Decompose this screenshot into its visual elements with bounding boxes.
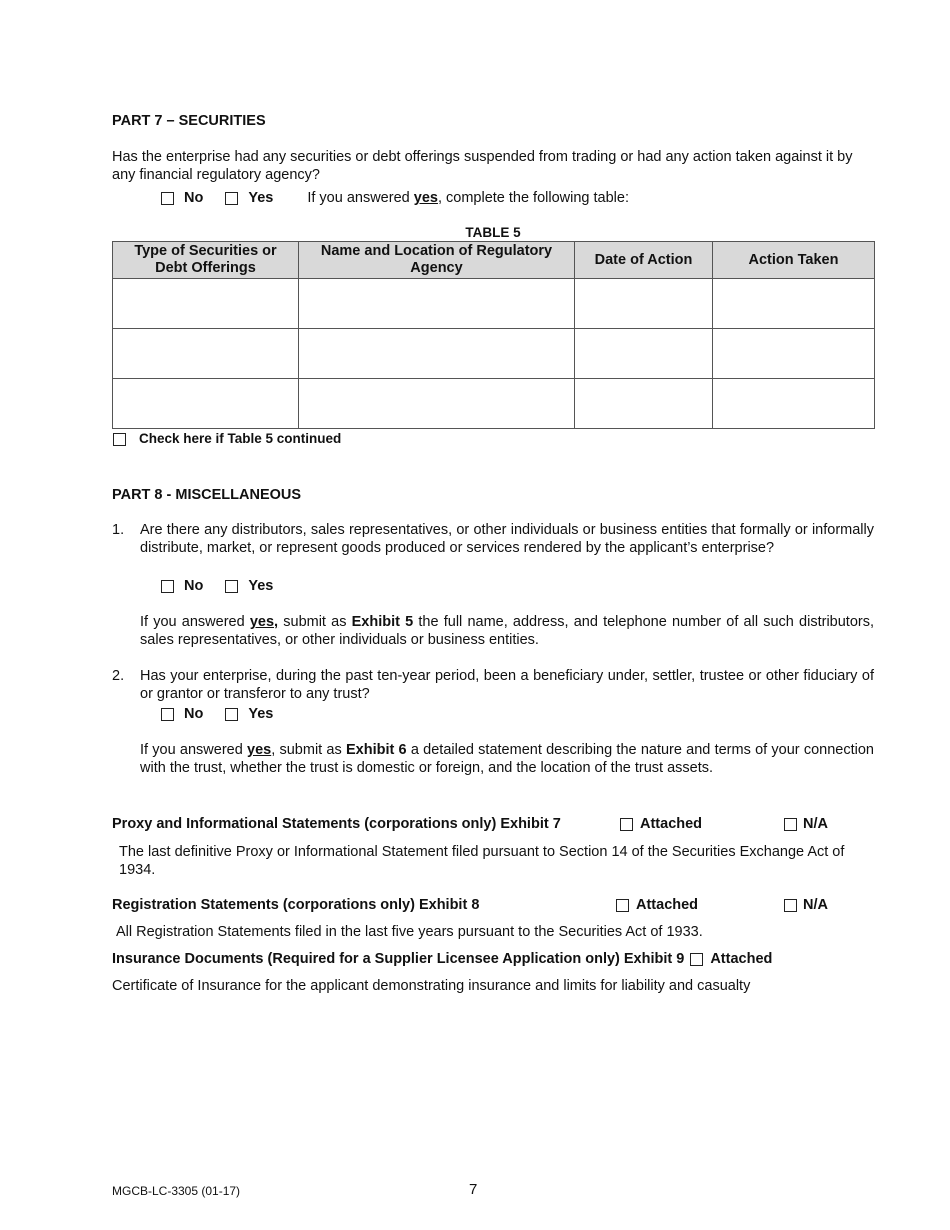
q1-instr-mid: submit as bbox=[278, 614, 352, 630]
exhibit7-na-option[interactable] bbox=[784, 815, 828, 833]
exhibit9-attached-checkbox[interactable] bbox=[690, 953, 703, 966]
exhibit9-title: Insurance Documents (Required for a Supplier Licensee Application only) Exhibit 9 bbox=[112, 951, 685, 967]
exhibit8-attached-label: Attached bbox=[636, 897, 699, 913]
table-cell[interactable] bbox=[713, 329, 875, 379]
q2-yes-label: Yes bbox=[248, 706, 274, 722]
q2-instr-mid: , submit as bbox=[271, 742, 346, 758]
table-cell[interactable] bbox=[575, 379, 713, 429]
table-cell[interactable] bbox=[575, 329, 713, 379]
table5-title: TABLE 5 bbox=[465, 225, 521, 240]
table-cell[interactable] bbox=[713, 279, 875, 329]
q1-no-checkbox[interactable] bbox=[161, 580, 174, 593]
exhibit7-na-label: N/A bbox=[803, 816, 828, 832]
q2-yes-option[interactable] bbox=[225, 705, 273, 723]
q2-no-option[interactable] bbox=[161, 705, 203, 723]
table-cell[interactable] bbox=[713, 379, 875, 429]
table5-header-date: Date of Action bbox=[575, 242, 713, 279]
table-row bbox=[113, 279, 875, 329]
part7-answer-row bbox=[161, 189, 629, 207]
part7-question: Has the enterprise had any securities or debt offerings suspended from trading or had any action taken against it by any financial regulatory agency? bbox=[112, 149, 853, 183]
table-cell[interactable] bbox=[299, 329, 575, 379]
exhibit9-description: Certificate of Insurance for the applicant demonstrating insurance and limits for liability and casualty bbox=[112, 978, 751, 994]
q2-instr-post: a detailed statement describing the nature and terms of your connection with the trust, whether the trust is domestic or foreign, and the location of the trust assets. bbox=[140, 742, 874, 776]
exhibit8-na-checkbox[interactable] bbox=[784, 899, 797, 912]
q2-no-checkbox[interactable] bbox=[161, 708, 174, 721]
part7-instr-yes: yes bbox=[413, 190, 438, 206]
q1-instruction bbox=[140, 613, 874, 649]
q1-no-option[interactable] bbox=[161, 577, 203, 595]
table5-continued-row[interactable] bbox=[113, 430, 341, 448]
q1-instr-post: the full name, address, and telephone number of all such distributors, sales representatives, or other individuals or business entities. bbox=[140, 614, 874, 648]
q2-instruction bbox=[140, 741, 874, 777]
table-cell[interactable] bbox=[113, 329, 299, 379]
exhibit8-description: All Registration Statements filed in the last five years pursuant to the Securities Act of 1933. bbox=[116, 924, 703, 940]
q2-instr-yes: yes bbox=[247, 742, 272, 758]
part7-no-option[interactable] bbox=[161, 189, 203, 207]
table5-header-row bbox=[113, 242, 875, 279]
part7-instr-pre: If you answered bbox=[307, 190, 414, 206]
q1-number: 1. bbox=[112, 522, 125, 538]
table-cell[interactable] bbox=[299, 379, 575, 429]
exhibit8-attached-option[interactable] bbox=[616, 896, 698, 914]
part7-no-checkbox[interactable] bbox=[161, 192, 174, 205]
q2-yes-checkbox[interactable] bbox=[225, 708, 238, 721]
q2-instr-pre: If you answered bbox=[140, 742, 248, 758]
table-row bbox=[113, 329, 875, 379]
q1-answer-row bbox=[161, 577, 273, 595]
exhibit8-title: Registration Statements (corporations only) Exhibit 8 bbox=[112, 897, 480, 913]
table5-header-agency: Name and Location of Regulatory Agency bbox=[299, 242, 575, 279]
page-number: 7 bbox=[469, 1181, 478, 1198]
exhibit9-row bbox=[112, 950, 772, 968]
part7-instr-post: , complete the following table: bbox=[437, 190, 629, 206]
q2-text: Has your enterprise, during the past ten-year period, been a beneficiary under, settler, trustee or other fiduciary of or grantor or transferor to any trust? bbox=[140, 668, 874, 702]
table-cell[interactable] bbox=[113, 279, 299, 329]
form-id: MGCB-LC-3305 (01-17) bbox=[112, 1184, 241, 1198]
table-row bbox=[113, 379, 875, 429]
table5-continued-checkbox[interactable] bbox=[113, 433, 126, 446]
exhibit7-title: Proxy and Informational Statements (corporations only) Exhibit 7 bbox=[112, 816, 561, 832]
part7-heading: PART 7 – SECURITIES bbox=[112, 113, 266, 129]
part7-yes-checkbox[interactable] bbox=[225, 192, 238, 205]
part8-heading: PART 8 - MISCELLANEOUS bbox=[112, 487, 302, 503]
q2-answer-row bbox=[161, 705, 273, 723]
exhibit8-na-option[interactable] bbox=[784, 896, 828, 914]
q1-yes-checkbox[interactable] bbox=[225, 580, 238, 593]
q1-instr-yes: yes, bbox=[249, 614, 279, 630]
q1-yes-label: Yes bbox=[248, 578, 274, 594]
part7-yes-label: Yes bbox=[248, 190, 274, 206]
q1-text: Are there any distributors, sales representatives, or other individuals or business entities that formally or informally distribute, market, or represent goods produced or services rendered by the applicant’s enterprise? bbox=[140, 522, 874, 556]
table-cell[interactable] bbox=[575, 279, 713, 329]
part7-yes-option[interactable] bbox=[225, 189, 273, 207]
exhibit7-na-checkbox[interactable] bbox=[784, 818, 797, 831]
exhibit8-attached-checkbox[interactable] bbox=[616, 899, 629, 912]
q2-instr-exhibit: Exhibit 6 bbox=[345, 742, 407, 758]
table-cell[interactable] bbox=[113, 379, 299, 429]
exhibit7-description: The last definitive Proxy or Informational Statement filed pursuant to Section 14 of the Securities Exchange Act of 1934. bbox=[119, 844, 845, 878]
q1-yes-option[interactable] bbox=[225, 577, 273, 595]
q1-no-label: No bbox=[184, 578, 204, 594]
exhibit7-attached-option[interactable] bbox=[620, 815, 702, 833]
part7-no-label: No bbox=[184, 190, 204, 206]
exhibit7-attached-checkbox[interactable] bbox=[620, 818, 633, 831]
part7-instruction bbox=[307, 189, 629, 207]
table5-header-type: Type of Securities or Debt Offerings bbox=[113, 242, 299, 279]
exhibit7-attached-label: Attached bbox=[640, 816, 703, 832]
q2-no-label: No bbox=[184, 706, 204, 722]
table5-header-action: Action Taken bbox=[713, 242, 875, 279]
exhibit9-attached-option[interactable] bbox=[690, 950, 772, 968]
exhibit9-attached-label: Attached bbox=[710, 951, 773, 967]
table5 bbox=[112, 241, 875, 429]
q1-instr-exhibit: Exhibit 5 bbox=[351, 614, 414, 630]
q2-number: 2. bbox=[112, 668, 125, 684]
q1-instr-pre: If you answered bbox=[140, 614, 250, 630]
table-cell[interactable] bbox=[299, 279, 575, 329]
table5-continued-label: Check here if Table 5 continued bbox=[139, 431, 342, 446]
exhibit8-na-label: N/A bbox=[803, 897, 828, 913]
